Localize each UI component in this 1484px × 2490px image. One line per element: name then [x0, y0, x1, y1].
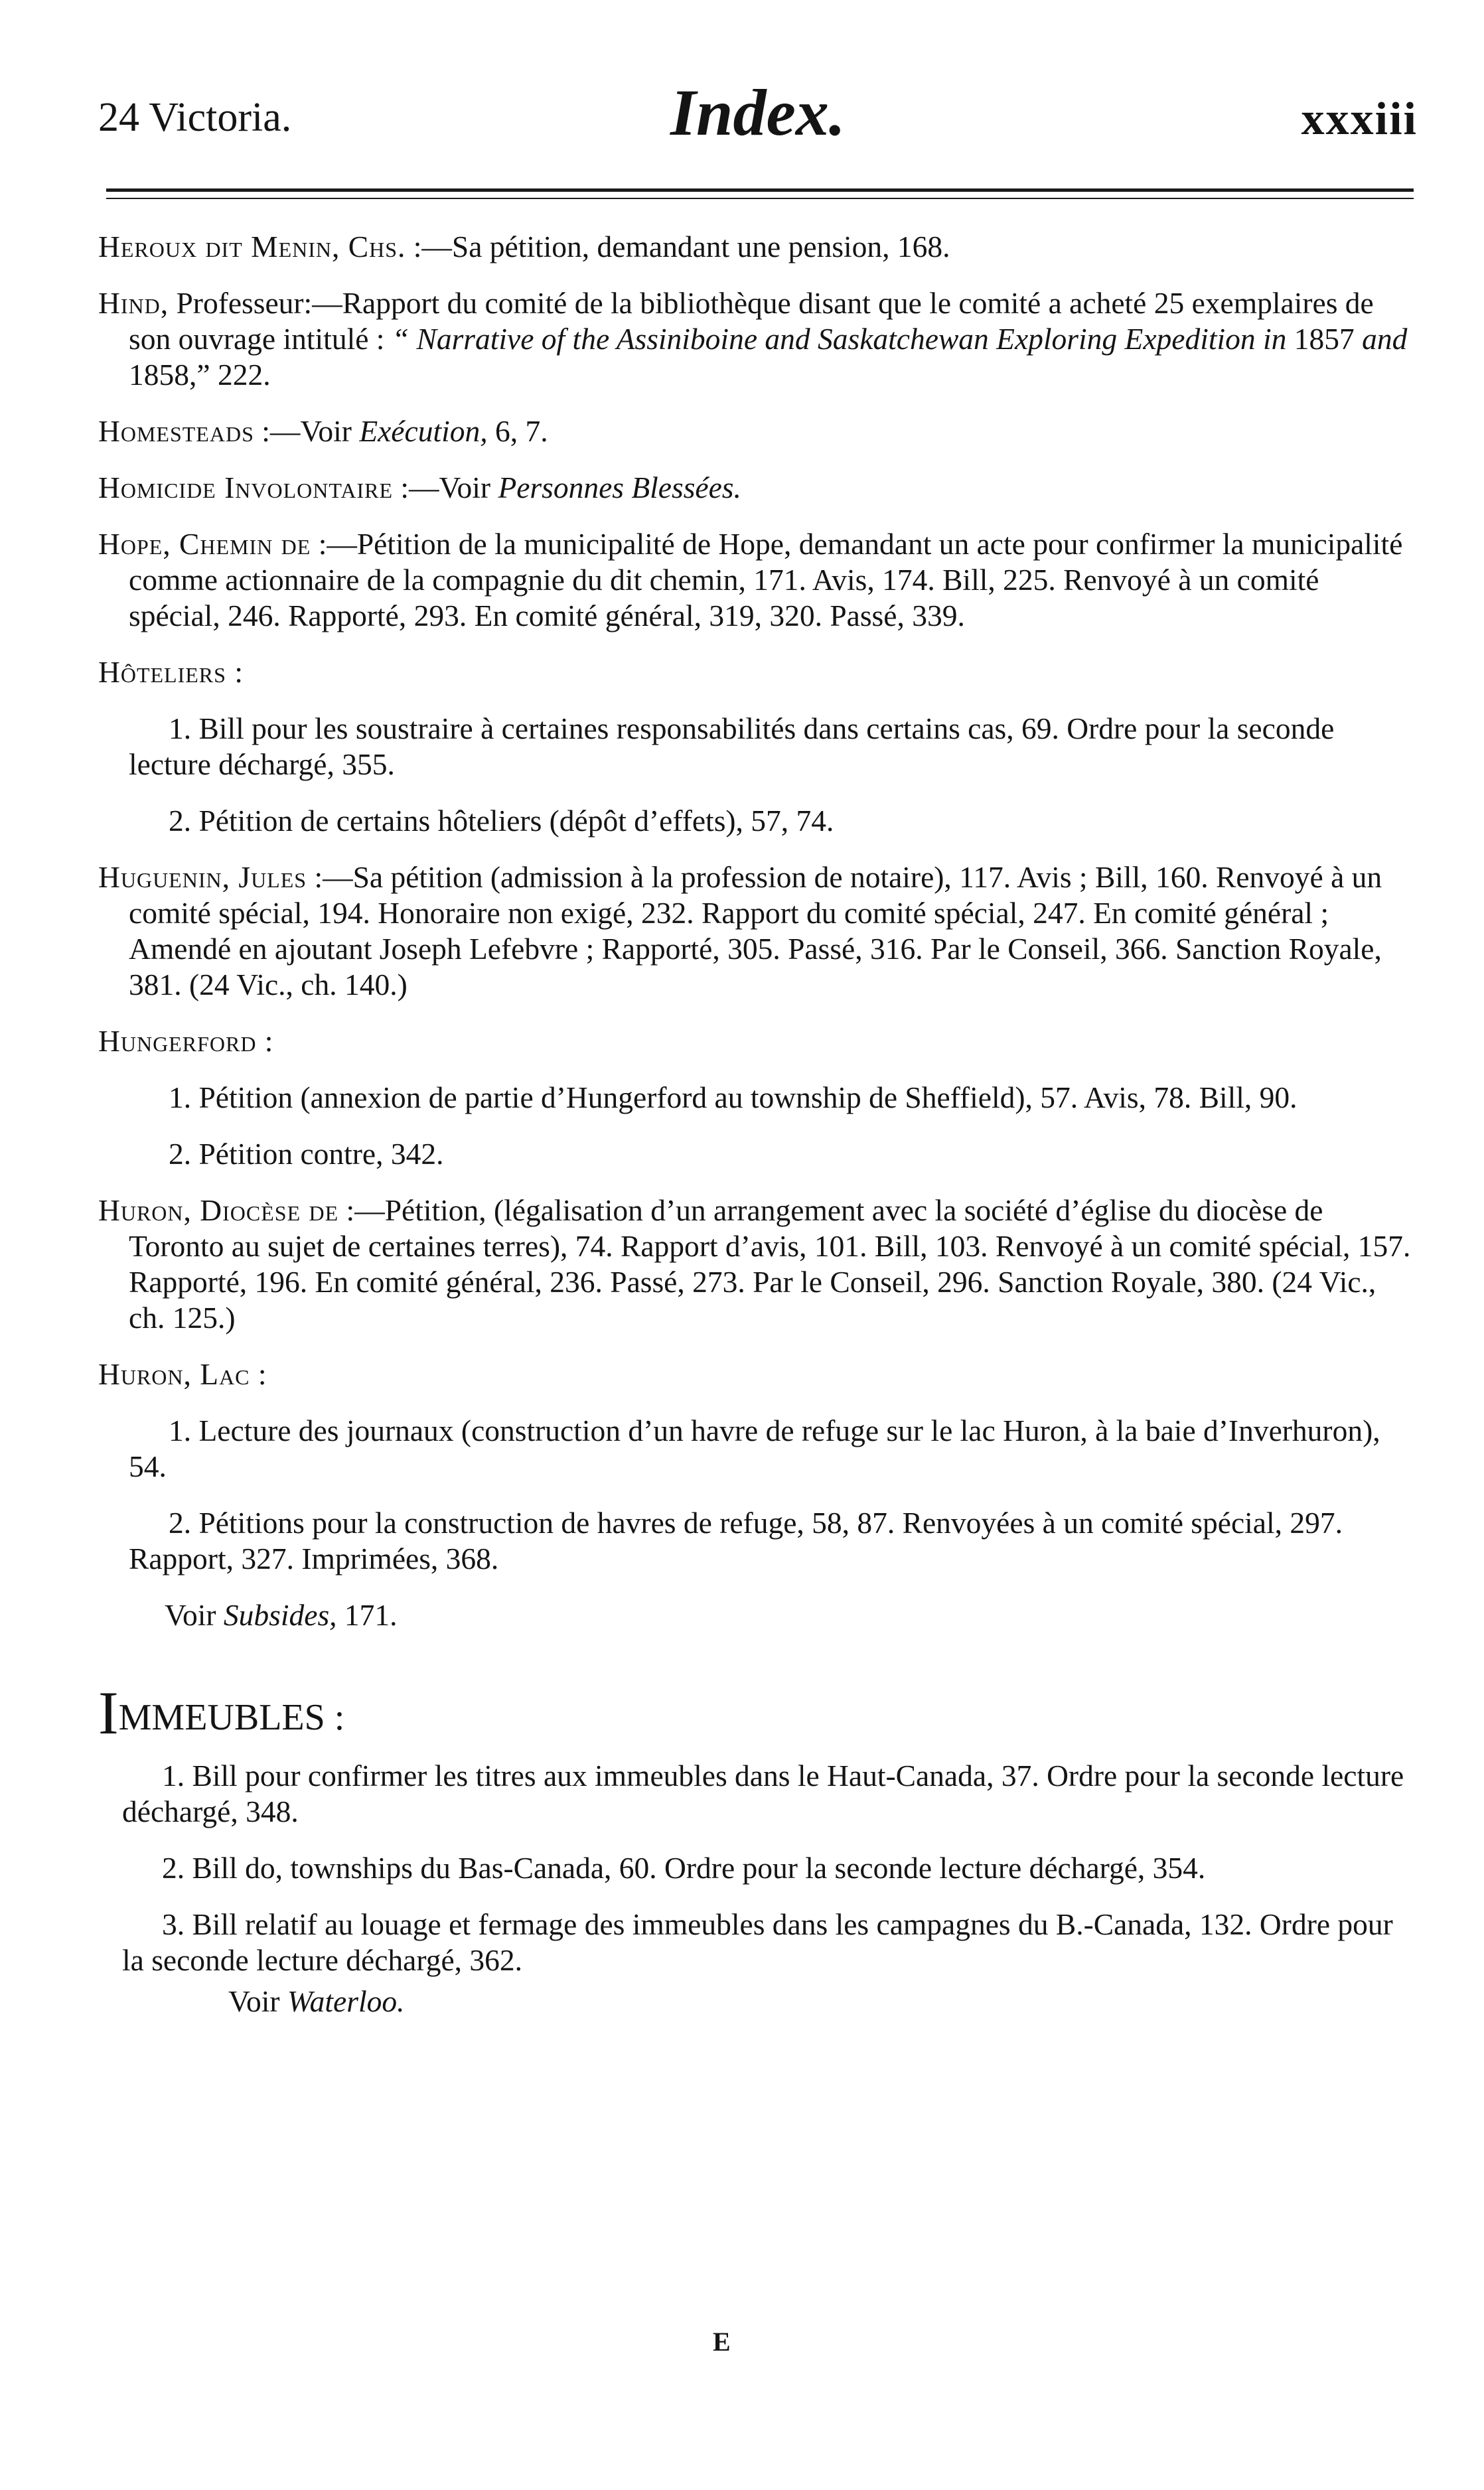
entry-crossref-italic: Personnes Blessées.: [498, 471, 741, 504]
entry-title-italic: “ Narrative of the Assiniboine and Saskatchewan Exploring Expedition in: [392, 322, 1294, 356]
entry-and-italic: and: [1354, 322, 1408, 356]
running-header-left: 24 Victoria.: [98, 95, 292, 140]
index-entry-heroux: [98, 229, 1412, 265]
page-title: Index.: [670, 76, 846, 149]
signature-mark: E: [713, 2327, 731, 2357]
crossref-italic: Subsides,: [223, 1598, 337, 1632]
entry-crossref-italic: Exécution,: [359, 414, 488, 448]
entry-text: :—Sa pétition, demandant une pension, 168.: [406, 230, 950, 263]
header-rule-thin: [106, 198, 1414, 199]
index-subentry: 1. Pétition (annexion de partie d’Hungerford au township de Sheffield), 57. Avis, 78. Bill, 90.: [169, 1080, 1298, 1114]
index-heading-hoteliers: Hôteliers :: [98, 655, 244, 689]
index-subentry: 2. Pétitions pour la construction de havres de refuge, 58, 87. Renvoyées à un comité spécial, 297. Rapport, 327. Imprimées, 368.: [129, 1506, 1343, 1575]
index-heading-huron-lac: Huron, Lac :: [98, 1357, 267, 1391]
index-crossref: Voir Subsides, 171.: [165, 1598, 398, 1632]
entry-text: :—Sa pétition (admission à la profession de notaire), 117. Avis ; Bill, 160. Renvoyé à un comité spécial, 194. Honoraire non exigé, 232. Rapport du comité spécial, 247. En comité général ; Amendé en ajoutant Joseph Lefebvre ; Rapporté, 305. Passé, 316. Par le Conseil, 366. Sanction Royale, 381. (24 Vic., ch. 140.): [129, 860, 1382, 1001]
index-entry-huron-diocese: [98, 1193, 1412, 1336]
index-entry-hope: [98, 526, 1412, 634]
entry-text: 6, 7.: [487, 414, 548, 448]
entry-year: 1858,”: [129, 358, 210, 392]
index-subentry: 2. Pétition contre, 342.: [169, 1137, 444, 1171]
index-entry-homicide: [98, 470, 1412, 506]
entry-heading: Homesteads: [98, 414, 254, 448]
index-subentry: 2. Pétition de certains hôteliers (dépôt d’effets), 57, 74.: [169, 804, 834, 838]
entry-text: :—Voir: [393, 471, 498, 504]
drop-initial: I: [98, 1679, 119, 1747]
index-crossref: Voir Waterloo.: [228, 1984, 405, 2018]
page-number: xxxiii: [1301, 94, 1418, 145]
index-subentry: 2. Bill do, townships du Bas-Canada, 60. Ordre pour la seconde lecture déchargé, 354.: [162, 1851, 1206, 1885]
index-subentry: 1. Bill pour les soustraire à certaines responsabilités dans certains cas, 69. Ordre pour la seconde lecture déchargé, 355.: [129, 711, 1335, 781]
entry-heading: Heroux dit Menin, Chs.: [98, 230, 406, 263]
entry-year: 1857: [1294, 322, 1355, 356]
entry-heading: Hope, Chemin de: [98, 527, 311, 561]
entry-text: :—Pétition, (légalisation d’un arrangement avec la société d’église du diocèse de Toronto au sujet de certaines terres), 74. Rapport d’avis, 101. Bill, 103. Renvoyé à un comité spécial, 157. Rapporté, 196. En comité général, 236. Passé, 273. Par le Conseil, 296. Sanction Royale, 380. (24 Vic., ch. 125.): [129, 1193, 1411, 1335]
index-heading-hungerford: Hungerford :: [98, 1024, 274, 1058]
index-entry-homesteads: [98, 413, 1412, 449]
entry-heading: Huron, Diocèse de: [98, 1193, 339, 1227]
header-rule-thick: [106, 188, 1414, 192]
index-subentry: 3. Bill relatif au louage et fermage des immeubles dans les campagnes du B.-Canada, 132. Ordre pour la seconde lecture déchargé, 362.: [122, 1907, 1393, 1977]
entry-text: :—Pétition de la municipalité de Hope, demandant un acte pour confirmer la municipalité comme actionnaire de la compagnie du dit chemin, 171. Avis, 174. Bill, 225. Renvoyé à un comité spécial, 246. Rapporté, 293. En comité général, 319, 320. Passé, 339.: [129, 527, 1403, 632]
section-heading-immeubles: [98, 1679, 1412, 1747]
entry-text: :—Voir: [254, 414, 360, 448]
entry-text: Professeur:—Rapport du comité de la bibliothèque disant que le comité a acheté 25 exemplaires de son ouvrage intitulé :: [129, 286, 1374, 356]
index-subentry: 1. Bill pour confirmer les titres aux immeubles dans le Haut-Canada, 37. Ordre pour la seconde lecture déchargé, 348.: [122, 1759, 1404, 1828]
entry-heading: Homicide Involontaire: [98, 471, 393, 504]
index-entry-huguenin: [98, 859, 1412, 1003]
crossref-italic: Waterloo.: [287, 1984, 405, 2018]
entry-text: 222.: [210, 358, 271, 392]
section-heading-text: MMEUBLES :: [118, 1697, 345, 1738]
entry-heading: Hind,: [98, 286, 169, 320]
entry-heading: Huguenin, Jules: [98, 860, 307, 894]
index-entry-hind: [98, 285, 1412, 393]
index-body: [98, 229, 1412, 2019]
index-subentry: 1. Lecture des journaux (construction d’un havre de refuge sur le lac Huron, à la baie d’Inverhuron), 54.: [129, 1414, 1380, 1483]
